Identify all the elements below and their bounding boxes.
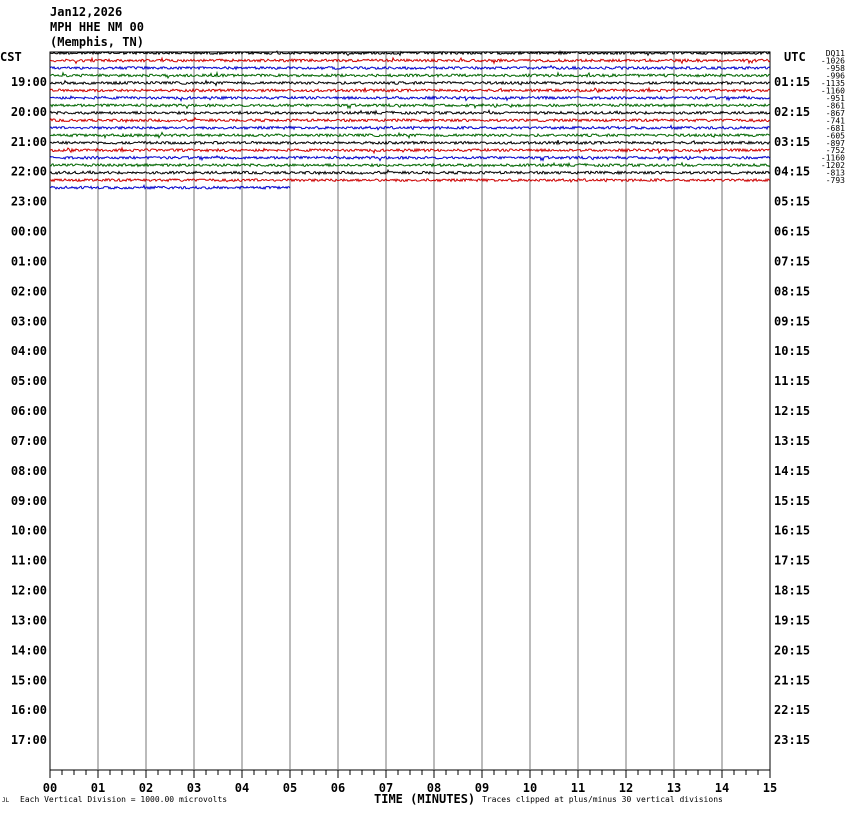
left-hour-label: 17:00 (10, 733, 47, 748)
x-tick-label: 11 (570, 781, 586, 795)
date-label: Jan12,2026 (50, 5, 123, 19)
left-hour-label: 16:00 (10, 703, 47, 718)
x-tick-label: 03 (186, 781, 202, 795)
x-tick-label: 09 (474, 781, 490, 795)
right-hour-label: 08:15 (774, 284, 811, 299)
right-hour-label: 19:15 (774, 613, 811, 628)
location-label: (Memphis, TN) (50, 35, 144, 49)
left-hour-label: 23:00 (10, 194, 47, 209)
trace-offset-label: -897 (825, 138, 845, 148)
left-hour-label: 00:00 (10, 224, 47, 239)
x-tick-label: 04 (234, 781, 250, 795)
seismic-trace (50, 156, 770, 161)
seismic-trace (50, 66, 770, 70)
left-hour-label: 19:00 (10, 74, 47, 89)
left-hour-label: 09:00 (10, 493, 47, 508)
right-hour-label: 07:15 (774, 254, 811, 269)
left-hour-label: 13:00 (10, 613, 47, 628)
trace-offset-label: -867 (825, 108, 845, 118)
right-hour-label: 17:15 (774, 553, 811, 568)
right-hour-label: 21:15 (774, 673, 811, 688)
seismic-trace (50, 163, 770, 167)
seismic-trace (50, 126, 770, 130)
trace-offset-label: -741 (825, 116, 845, 126)
x-tick-label: 13 (666, 781, 682, 795)
x-tick-label: 08 (426, 781, 442, 795)
seismic-trace (50, 170, 770, 174)
left-hour-label: 20:00 (10, 104, 47, 119)
left-hour-label: 12:00 (10, 583, 47, 598)
left-hour-label: 01:00 (10, 254, 47, 269)
right-hour-label: 04:15 (774, 164, 811, 179)
seismic-trace (50, 73, 770, 78)
x-tick-label: 15 (762, 781, 778, 795)
x-tick-label: 02 (138, 781, 154, 795)
left-hour-label: 03:00 (10, 314, 47, 329)
right-hour-label: 12:15 (774, 404, 811, 418)
right-hour-label: 14:15 (774, 463, 811, 478)
right-hour-label: 23:15 (774, 733, 811, 748)
seismic-trace (50, 88, 770, 93)
left-hour-label: 21:00 (10, 134, 47, 149)
seismic-trace (50, 110, 770, 114)
trace-offset-label: -1160 (820, 86, 845, 96)
left-hour-label: 04:00 (10, 344, 47, 359)
seismic-trace (50, 104, 770, 108)
trace-offset-label: -752 (825, 146, 845, 156)
right-hour-label: 10:15 (774, 344, 811, 359)
right-hour-label: 18:15 (774, 583, 811, 598)
x-tick-label: 00 (42, 781, 58, 795)
right-hour-label: 05:15 (774, 194, 811, 209)
left-hour-label: 15:00 (10, 673, 47, 688)
trace-offset-label: -951 (825, 93, 845, 103)
right-hour-label: 20:15 (774, 643, 811, 658)
trace-offset-label: -681 (825, 123, 845, 133)
left-hour-label: 08:00 (10, 463, 47, 478)
seismic-trace (50, 81, 770, 86)
seismic-trace (50, 118, 770, 122)
right-hour-label: 22:15 (774, 703, 811, 718)
right-hour-label: 16:15 (774, 523, 811, 538)
trace-offset-label: -1202 (820, 161, 845, 171)
clip-note: Traces clipped at plus/minus 30 vertical divisions (482, 795, 723, 804)
left-hour-label: 02:00 (10, 284, 47, 299)
trace-offset-label: -861 (825, 101, 845, 111)
x-tick-label: 12 (618, 781, 634, 795)
right-hour-label: 15:15 (774, 493, 811, 508)
seismic-trace (50, 179, 770, 182)
trace-offset-label: -813 (825, 168, 845, 178)
right-hour-label: 11:15 (774, 374, 811, 389)
seismic-trace (50, 140, 770, 144)
trace-offset-label: -958 (825, 63, 845, 73)
x-tick-label: 05 (282, 781, 298, 795)
x-tick-label: 14 (714, 781, 730, 795)
right-hour-label: 13:15 (774, 433, 811, 448)
station-label: MPH HHE NM 00 (50, 20, 144, 34)
x-tick-label: 07 (378, 781, 394, 795)
left-hour-label: 07:00 (10, 433, 47, 448)
left-hour-label: 05:00 (10, 374, 47, 389)
left-hour-label: 10:00 (10, 523, 47, 538)
right-hour-label: 01:15 (774, 74, 811, 89)
x-axis-title: TIME (MINUTES) (374, 792, 476, 806)
seismic-trace (50, 133, 770, 138)
trace-offset-label: -605 (825, 131, 845, 141)
x-tick-label: 10 (522, 781, 538, 795)
left-hour-label: 06:00 (10, 404, 47, 418)
left-hour-label: 14:00 (10, 643, 47, 658)
seismic-trace (50, 185, 290, 189)
right-hour-label: 09:15 (774, 314, 811, 329)
left-hour-label: 11:00 (10, 553, 47, 568)
x-tick-label: 01 (90, 781, 106, 795)
footer-mark: JL (2, 797, 10, 804)
left-hour-label: 22:00 (10, 164, 47, 179)
seismic-trace (50, 58, 770, 63)
scale-note: Each Vertical Division = 1000.00 microvolts (20, 795, 228, 804)
right-hour-label: 02:15 (774, 104, 811, 119)
trace-offset-label: -1026 (820, 56, 845, 66)
right-timezone-label: UTC (784, 50, 806, 64)
trace-offset-label: -793 (825, 176, 845, 186)
trace-offset-label: DQ11 (825, 49, 845, 58)
seismic-trace (50, 148, 770, 153)
trace-offset-label: -996 (825, 71, 845, 81)
left-timezone-label: CST (0, 50, 22, 64)
right-hour-label: 03:15 (774, 134, 811, 149)
x-tick-label: 06 (330, 781, 346, 795)
trace-offset-label: -1160 (820, 153, 845, 163)
right-hour-label: 06:15 (774, 224, 811, 239)
trace-offset-label: -1135 (820, 78, 845, 88)
plot-frame (50, 52, 770, 770)
seismic-trace (50, 96, 770, 101)
